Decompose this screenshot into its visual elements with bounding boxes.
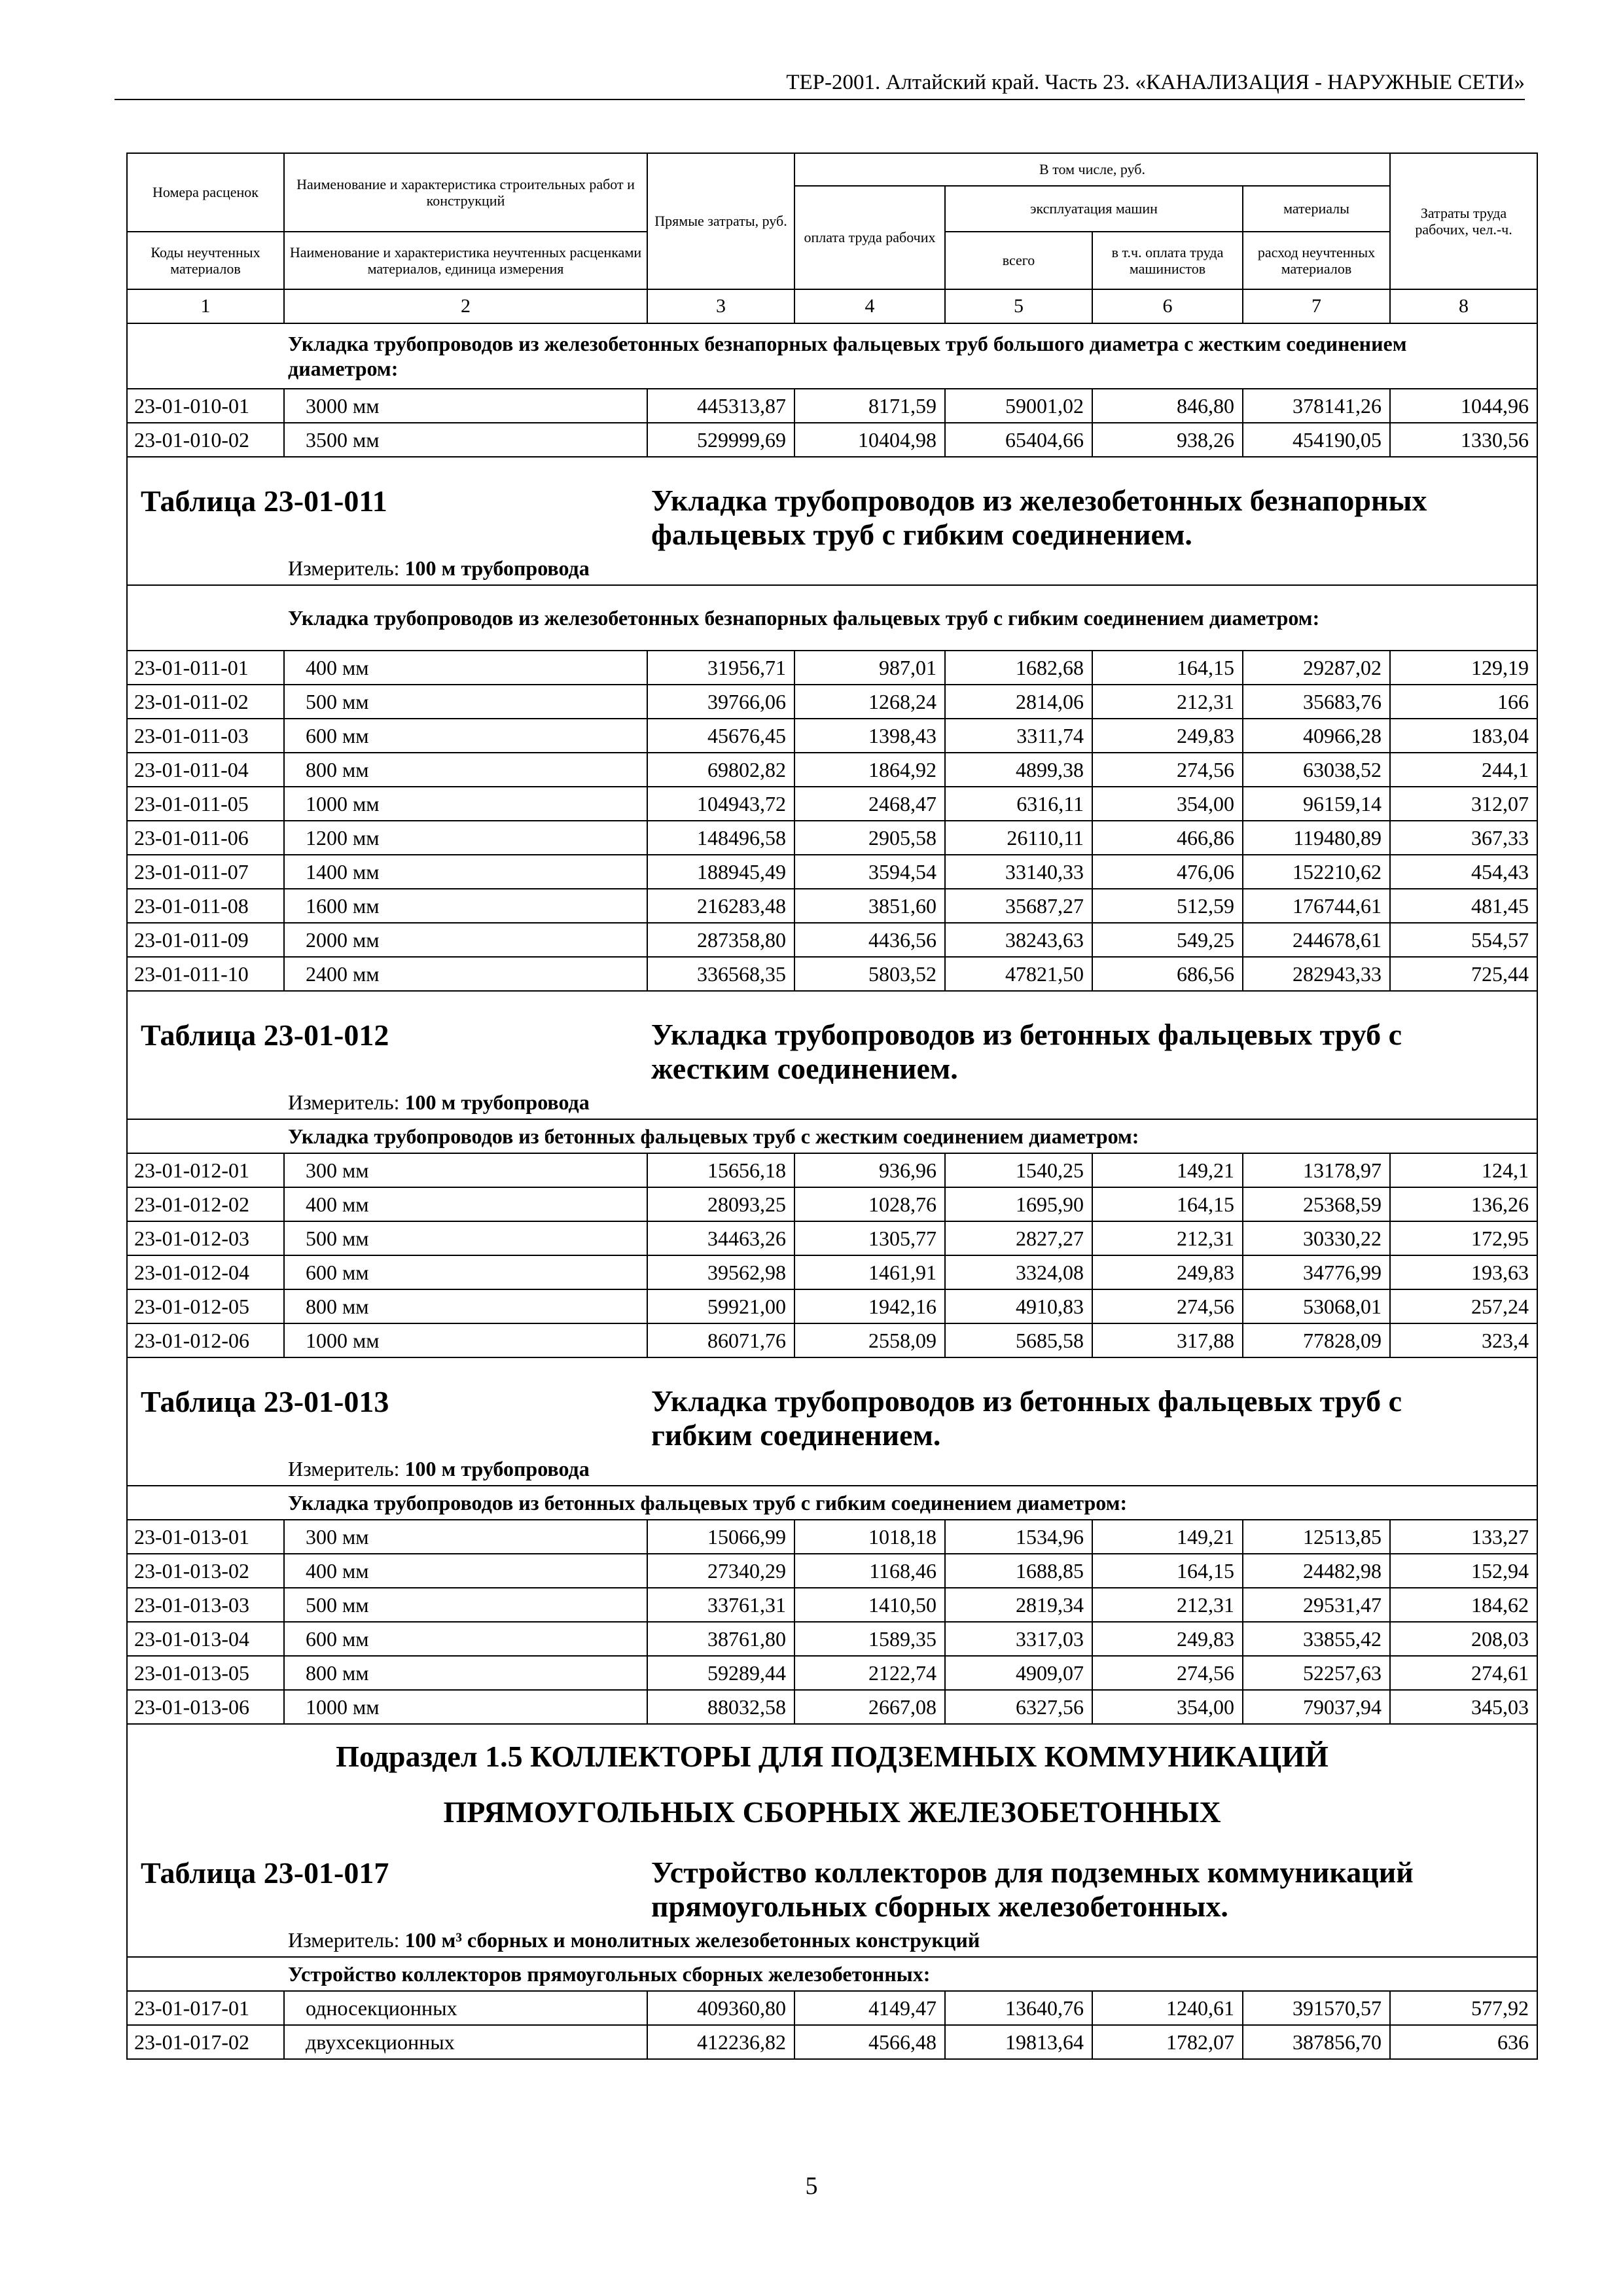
group-heading: Укладка трубопроводов из бетонных фальцевых труб с гибким соединением диаметром: bbox=[127, 1486, 1537, 1520]
col-number: 1 bbox=[127, 289, 284, 323]
col-number: 6 bbox=[1092, 289, 1243, 323]
cell-value: 133,27 bbox=[1390, 1520, 1537, 1554]
cell-value: 79037,94 bbox=[1243, 1690, 1390, 1724]
rate-name: 1600 мм bbox=[284, 889, 647, 923]
rate-name: 3000 мм bbox=[284, 389, 647, 423]
cell-value: 4566,48 bbox=[794, 2025, 945, 2059]
cell-value: 1540,25 bbox=[945, 1153, 1092, 1187]
cell-value: 412236,82 bbox=[647, 2025, 794, 2059]
header-row-1 bbox=[127, 153, 1537, 186]
cell-value: 3594,54 bbox=[794, 855, 945, 889]
cell-value: 39766,06 bbox=[647, 685, 794, 719]
measure-line bbox=[128, 1452, 1537, 1485]
table-heading bbox=[127, 457, 1537, 585]
cell-value: 274,56 bbox=[1092, 1289, 1243, 1323]
cell-value: 1695,90 bbox=[945, 1187, 1092, 1221]
measure-line bbox=[128, 1923, 1537, 1956]
cell-value: 249,83 bbox=[1092, 719, 1243, 753]
cell-value: 152210,62 bbox=[1243, 855, 1390, 889]
cell-value: 1330,56 bbox=[1390, 423, 1537, 457]
cell-value: 2814,06 bbox=[945, 685, 1092, 719]
cell-value: 3324,08 bbox=[945, 1255, 1092, 1289]
cell-value: 149,21 bbox=[1092, 1153, 1243, 1187]
table-title: Устройство коллекторов для подземных коммуникаций прямоугольных сборных железобетонных. bbox=[651, 1856, 1414, 1923]
cell-value: 12513,85 bbox=[1243, 1520, 1390, 1554]
table-row bbox=[127, 423, 1537, 457]
cell-value: 104943,72 bbox=[647, 787, 794, 821]
cell-value: 1589,35 bbox=[794, 1622, 945, 1656]
table-row bbox=[127, 1520, 1537, 1554]
cell-value: 345,03 bbox=[1390, 1690, 1537, 1724]
col-incl-drivers: в т.ч. оплата труда машинистов bbox=[1092, 232, 1243, 289]
col-direct: Прямые затраты, руб. bbox=[647, 153, 794, 289]
rate-name: 300 мм bbox=[284, 1520, 647, 1554]
cell-value: 148496,58 bbox=[647, 821, 794, 855]
table-title: Укладка трубопроводов из бетонных фальцевых труб с гибким соединением. bbox=[651, 1384, 1402, 1452]
col-number: 4 bbox=[794, 289, 945, 323]
col-code-top: Номера расценок bbox=[127, 153, 284, 232]
cell-value: 987,01 bbox=[794, 651, 945, 685]
rate-code: 23-01-013-04 bbox=[127, 1622, 284, 1656]
table-heading bbox=[127, 1724, 1537, 1957]
cell-value: 28093,25 bbox=[647, 1187, 794, 1221]
cell-value: 549,25 bbox=[1092, 923, 1243, 957]
cell-value: 63038,52 bbox=[1243, 753, 1390, 787]
measure-line bbox=[128, 1085, 1537, 1119]
measure-label: Измеритель: bbox=[288, 556, 400, 581]
cell-value: 38761,80 bbox=[647, 1622, 794, 1656]
table-23-01-017 bbox=[127, 1724, 1537, 2059]
rate-code: 23-01-011-07 bbox=[127, 855, 284, 889]
cell-value: 212,31 bbox=[1092, 1588, 1243, 1622]
rate-code: 23-01-012-02 bbox=[127, 1187, 284, 1221]
measure-value: 100 м трубопровода bbox=[404, 556, 590, 581]
table-row bbox=[127, 1255, 1537, 1289]
rate-code: 23-01-011-05 bbox=[127, 787, 284, 821]
rate-code: 23-01-013-02 bbox=[127, 1554, 284, 1588]
cell-value: 1534,96 bbox=[945, 1520, 1092, 1554]
table-row bbox=[127, 1656, 1537, 1690]
table-row bbox=[127, 389, 1537, 423]
rate-code: 23-01-013-05 bbox=[127, 1656, 284, 1690]
col-number: 2 bbox=[284, 289, 647, 323]
rate-code: 23-01-012-05 bbox=[127, 1289, 284, 1323]
cell-value: 1240,61 bbox=[1092, 1991, 1243, 2025]
cell-value: 152,94 bbox=[1390, 1554, 1537, 1588]
cell-value: 19813,64 bbox=[945, 2025, 1092, 2059]
rate-code: 23-01-011-01 bbox=[127, 651, 284, 685]
cell-value: 2122,74 bbox=[794, 1656, 945, 1690]
cell-value: 938,26 bbox=[1092, 423, 1243, 457]
cell-value: 1688,85 bbox=[945, 1554, 1092, 1588]
page-number: 5 bbox=[805, 2172, 818, 2200]
col-number: 8 bbox=[1390, 289, 1537, 323]
table-23-01-012 bbox=[127, 991, 1537, 1357]
rate-code: 23-01-012-01 bbox=[127, 1153, 284, 1187]
cell-value: 476,06 bbox=[1092, 855, 1243, 889]
cell-value: 15656,18 bbox=[647, 1153, 794, 1187]
cell-value: 25368,59 bbox=[1243, 1187, 1390, 1221]
cell-value: 1782,07 bbox=[1092, 2025, 1243, 2059]
running-title: ТЕР-2001. Алтайский край. Часть 23. «КАНАЛИЗАЦИЯ - НАРУЖНЫЕ СЕТИ» bbox=[786, 71, 1525, 94]
cell-value: 164,15 bbox=[1092, 651, 1243, 685]
cell-value: 5803,52 bbox=[794, 957, 945, 991]
col-code-bottom: Коды неучтенных материалов bbox=[127, 232, 284, 289]
rate-code: 23-01-011-09 bbox=[127, 923, 284, 957]
cell-value: 8171,59 bbox=[794, 389, 945, 423]
col-total: всего bbox=[945, 232, 1092, 289]
table-row bbox=[127, 1622, 1537, 1656]
cell-value: 15066,99 bbox=[647, 1520, 794, 1554]
cell-value: 323,4 bbox=[1390, 1323, 1537, 1357]
table-row bbox=[127, 685, 1537, 719]
cell-value: 216283,48 bbox=[647, 889, 794, 923]
measure-label: Измеритель: bbox=[288, 1928, 400, 1952]
rate-name: 400 мм bbox=[284, 651, 647, 685]
cell-value: 391570,57 bbox=[1243, 1991, 1390, 2025]
cell-value: 164,15 bbox=[1092, 1554, 1243, 1588]
measure-value: 100 м³ сборных и монолитных железобетонных конструкций bbox=[404, 1928, 980, 1952]
cell-value: 249,83 bbox=[1092, 1622, 1243, 1656]
col-machines: эксплуатация машин bbox=[945, 186, 1243, 232]
table-row bbox=[127, 821, 1537, 855]
table-23-01-013 bbox=[127, 1357, 1537, 1724]
cell-value: 86071,76 bbox=[647, 1323, 794, 1357]
subsection-line-1: Подраздел 1.5 КОЛЛЕКТОРЫ ДЛЯ ПОДЗЕМНЫХ КОММУНИКАЦИЙ bbox=[336, 1740, 1329, 1774]
cell-value: 30330,22 bbox=[1243, 1221, 1390, 1255]
table-row bbox=[127, 1153, 1537, 1187]
rate-name: 1000 мм bbox=[284, 1690, 647, 1724]
cell-value: 29531,47 bbox=[1243, 1588, 1390, 1622]
cell-value: 33761,31 bbox=[647, 1588, 794, 1622]
rate-name: 600 мм bbox=[284, 1255, 647, 1289]
rate-code: 23-01-011-03 bbox=[127, 719, 284, 753]
rate-code: 23-01-010-02 bbox=[127, 423, 284, 457]
table-number: Таблица 23-01-017 bbox=[141, 1856, 389, 1890]
table-row bbox=[127, 2025, 1537, 2059]
rate-name: 1400 мм bbox=[284, 855, 647, 889]
cell-value: 77828,09 bbox=[1243, 1323, 1390, 1357]
col-number: 3 bbox=[647, 289, 794, 323]
cell-value: 26110,11 bbox=[945, 821, 1092, 855]
column-number-row bbox=[127, 289, 1537, 323]
cell-value: 4910,83 bbox=[945, 1289, 1092, 1323]
cell-value: 387856,70 bbox=[1243, 2025, 1390, 2059]
col-workers: оплата труда рабочих bbox=[794, 186, 945, 289]
table-number: Таблица 23-01-011 bbox=[141, 484, 387, 518]
cell-value: 13178,97 bbox=[1243, 1153, 1390, 1187]
cell-value: 1268,24 bbox=[794, 685, 945, 719]
cell-value: 2558,09 bbox=[794, 1323, 945, 1357]
subsection-title bbox=[128, 1725, 1537, 1840]
cell-value: 466,86 bbox=[1092, 821, 1243, 855]
cell-value: 312,07 bbox=[1390, 787, 1537, 821]
cell-value: 59001,02 bbox=[945, 389, 1092, 423]
col-incl: В том числе, руб. bbox=[794, 153, 1390, 186]
rate-name: 500 мм bbox=[284, 685, 647, 719]
col-materials: материалы bbox=[1243, 186, 1390, 232]
cell-value: 1682,68 bbox=[945, 651, 1092, 685]
table-row bbox=[127, 957, 1537, 991]
cell-value: 119480,89 bbox=[1243, 821, 1390, 855]
rate-name: 2400 мм bbox=[284, 957, 647, 991]
cell-value: 2905,58 bbox=[794, 821, 945, 855]
rate-name: 500 мм bbox=[284, 1588, 647, 1622]
table-row bbox=[127, 1991, 1537, 2025]
rate-code: 23-01-011-04 bbox=[127, 753, 284, 787]
measure-label: Измеритель: bbox=[288, 1457, 400, 1481]
cell-value: 445313,87 bbox=[647, 389, 794, 423]
table-row bbox=[127, 889, 1537, 923]
cell-value: 34776,99 bbox=[1243, 1255, 1390, 1289]
cell-value: 59921,00 bbox=[647, 1289, 794, 1323]
cell-value: 69802,82 bbox=[647, 753, 794, 787]
rate-name: 600 мм bbox=[284, 719, 647, 753]
col-number: 7 bbox=[1243, 289, 1390, 323]
cell-value: 529999,69 bbox=[647, 423, 794, 457]
cell-value: 317,88 bbox=[1092, 1323, 1243, 1357]
cell-value: 1942,16 bbox=[794, 1289, 945, 1323]
rate-code: 23-01-013-01 bbox=[127, 1520, 284, 1554]
cell-value: 29287,02 bbox=[1243, 651, 1390, 685]
cell-value: 481,45 bbox=[1390, 889, 1537, 923]
measure-value: 100 м трубопровода bbox=[404, 1090, 590, 1115]
cell-value: 4909,07 bbox=[945, 1656, 1092, 1690]
rate-name: 1000 мм bbox=[284, 787, 647, 821]
cell-value: 212,31 bbox=[1092, 1221, 1243, 1255]
cell-value: 13640,76 bbox=[945, 1991, 1092, 2025]
cell-value: 1018,18 bbox=[794, 1520, 945, 1554]
cell-value: 2827,27 bbox=[945, 1221, 1092, 1255]
cell-value: 4436,56 bbox=[794, 923, 945, 957]
cell-value: 183,04 bbox=[1390, 719, 1537, 753]
cell-value: 31956,71 bbox=[647, 651, 794, 685]
cell-value: 129,19 bbox=[1390, 651, 1537, 685]
cell-value: 274,61 bbox=[1390, 1656, 1537, 1690]
cell-value: 35683,76 bbox=[1243, 685, 1390, 719]
cell-value: 96159,14 bbox=[1243, 787, 1390, 821]
cell-value: 6316,11 bbox=[945, 787, 1092, 821]
rate-name: 1000 мм bbox=[284, 1323, 647, 1357]
cell-value: 39562,98 bbox=[647, 1255, 794, 1289]
table-row bbox=[127, 923, 1537, 957]
cell-value: 1168,46 bbox=[794, 1554, 945, 1588]
rate-name: 600 мм bbox=[284, 1622, 647, 1656]
cell-value: 27340,29 bbox=[647, 1554, 794, 1588]
group-heading: Укладка трубопроводов из бетонных фальцевых труб с жестким соединением диаметром: bbox=[127, 1119, 1537, 1153]
col-labor: Затраты труда рабочих, чел.-ч. bbox=[1390, 153, 1537, 289]
cell-value: 577,92 bbox=[1390, 1991, 1537, 2025]
table-number: Таблица 23-01-012 bbox=[141, 1018, 389, 1052]
rate-code: 23-01-011-06 bbox=[127, 821, 284, 855]
cell-value: 65404,66 bbox=[945, 423, 1092, 457]
table-row bbox=[127, 1221, 1537, 1255]
cell-value: 188945,49 bbox=[647, 855, 794, 889]
cell-value: 2468,47 bbox=[794, 787, 945, 821]
rate-code: 23-01-012-06 bbox=[127, 1323, 284, 1357]
cell-value: 367,33 bbox=[1390, 821, 1537, 855]
cell-value: 149,21 bbox=[1092, 1520, 1243, 1554]
cell-value: 287358,80 bbox=[647, 923, 794, 957]
cell-value: 354,00 bbox=[1092, 1690, 1243, 1724]
cell-value: 354,00 bbox=[1092, 787, 1243, 821]
rate-code: 23-01-017-02 bbox=[127, 2025, 284, 2059]
measure-value: 100 м трубопровода bbox=[404, 1457, 590, 1481]
rate-name: односекционных bbox=[284, 1991, 647, 2025]
cell-value: 1398,43 bbox=[794, 719, 945, 753]
cell-value: 88032,58 bbox=[647, 1690, 794, 1724]
rate-code: 23-01-011-10 bbox=[127, 957, 284, 991]
cell-value: 936,96 bbox=[794, 1153, 945, 1187]
rate-name: 2000 мм bbox=[284, 923, 647, 957]
table-title: Укладка трубопроводов из железобетонных безнапорных фальцевых труб с гибким соединением. bbox=[651, 484, 1427, 551]
table-row bbox=[127, 1690, 1537, 1724]
cell-value: 193,63 bbox=[1390, 1255, 1537, 1289]
cell-value: 10404,98 bbox=[794, 423, 945, 457]
cell-value: 244678,61 bbox=[1243, 923, 1390, 957]
table-row bbox=[127, 753, 1537, 787]
cell-value: 164,15 bbox=[1092, 1187, 1243, 1221]
table-row bbox=[127, 719, 1537, 753]
table-row bbox=[127, 1323, 1537, 1357]
cell-value: 725,44 bbox=[1390, 957, 1537, 991]
col-number: 5 bbox=[945, 289, 1092, 323]
cell-value: 6327,56 bbox=[945, 1690, 1092, 1724]
table-row bbox=[127, 1187, 1537, 1221]
cell-value: 24482,98 bbox=[1243, 1554, 1390, 1588]
cell-value: 636 bbox=[1390, 2025, 1537, 2059]
rate-name: 800 мм bbox=[284, 1656, 647, 1690]
price-table bbox=[126, 152, 1538, 2060]
cell-value: 172,95 bbox=[1390, 1221, 1537, 1255]
cell-value: 59289,44 bbox=[647, 1656, 794, 1690]
cell-value: 336568,35 bbox=[647, 957, 794, 991]
rate-name: 800 мм bbox=[284, 753, 647, 787]
table-row bbox=[127, 787, 1537, 821]
rate-code: 23-01-010-01 bbox=[127, 389, 284, 423]
cell-value: 274,56 bbox=[1092, 1656, 1243, 1690]
table-number: Таблица 23-01-013 bbox=[141, 1385, 389, 1419]
rate-code: 23-01-012-03 bbox=[127, 1221, 284, 1255]
cell-value: 184,62 bbox=[1390, 1588, 1537, 1622]
cell-value: 33140,33 bbox=[945, 855, 1092, 889]
measure-label: Измеритель: bbox=[288, 1090, 400, 1115]
cell-value: 1410,50 bbox=[794, 1588, 945, 1622]
cell-value: 409360,80 bbox=[647, 1991, 794, 2025]
cell-value: 176744,61 bbox=[1243, 889, 1390, 923]
table-title: Укладка трубопроводов из бетонных фальцевых труб с жестким соединением. bbox=[651, 1018, 1402, 1085]
cell-value: 52257,63 bbox=[1243, 1656, 1390, 1690]
cell-value: 40966,28 bbox=[1243, 719, 1390, 753]
rate-name: 3500 мм bbox=[284, 423, 647, 457]
cell-value: 124,1 bbox=[1390, 1153, 1537, 1187]
rate-code: 23-01-012-04 bbox=[127, 1255, 284, 1289]
cell-value: 34463,26 bbox=[647, 1221, 794, 1255]
table-row bbox=[127, 1588, 1537, 1622]
cell-value: 45676,45 bbox=[647, 719, 794, 753]
table-row bbox=[127, 855, 1537, 889]
cell-value: 1305,77 bbox=[794, 1221, 945, 1255]
rate-name: 500 мм bbox=[284, 1221, 647, 1255]
cell-value: 212,31 bbox=[1092, 685, 1243, 719]
col-unaccounted: расход неучтенных материалов bbox=[1243, 232, 1390, 289]
group-heading: Устройство коллекторов прямоугольных сборных железобетонных: bbox=[127, 1957, 1537, 1991]
table-row bbox=[127, 1289, 1537, 1323]
rate-name: 1200 мм bbox=[284, 821, 647, 855]
cell-value: 4149,47 bbox=[794, 1991, 945, 2025]
cell-value: 4899,38 bbox=[945, 753, 1092, 787]
cell-value: 1864,92 bbox=[794, 753, 945, 787]
cell-value: 1044,96 bbox=[1390, 389, 1537, 423]
cell-value: 274,56 bbox=[1092, 753, 1243, 787]
rate-code: 23-01-013-03 bbox=[127, 1588, 284, 1622]
rate-name: 800 мм bbox=[284, 1289, 647, 1323]
cell-value: 47821,50 bbox=[945, 957, 1092, 991]
rate-code: 23-01-011-02 bbox=[127, 685, 284, 719]
table-23-01-010 bbox=[127, 323, 1537, 457]
rate-code: 23-01-017-01 bbox=[127, 1991, 284, 2025]
table-heading bbox=[127, 1357, 1537, 1486]
col-name-bottom: Наименование и характеристика неучтенных расценками материалов, единица измерения bbox=[284, 232, 647, 289]
cell-value: 454,43 bbox=[1390, 855, 1537, 889]
cell-value: 378141,26 bbox=[1243, 389, 1390, 423]
cell-value: 208,03 bbox=[1390, 1622, 1537, 1656]
table-row bbox=[127, 651, 1537, 685]
cell-value: 2667,08 bbox=[794, 1690, 945, 1724]
col-name-top: Наименование и характеристика строительных работ и конструкций bbox=[284, 153, 647, 232]
measure-line bbox=[128, 551, 1537, 584]
cell-value: 35687,27 bbox=[945, 889, 1092, 923]
group-heading: Укладка трубопроводов из железобетонных безнапорных фальцевых труб с гибким соединением диаметром: bbox=[127, 585, 1537, 651]
rate-name: двухсекционных bbox=[284, 2025, 647, 2059]
cell-value: 136,26 bbox=[1390, 1187, 1537, 1221]
table-heading bbox=[127, 991, 1537, 1119]
cell-value: 5685,58 bbox=[945, 1323, 1092, 1357]
cell-value: 257,24 bbox=[1390, 1289, 1537, 1323]
rate-name: 300 мм bbox=[284, 1153, 647, 1187]
cell-value: 2819,34 bbox=[945, 1588, 1092, 1622]
rate-code: 23-01-013-06 bbox=[127, 1690, 284, 1724]
cell-value: 166 bbox=[1390, 685, 1537, 719]
cell-value: 1461,91 bbox=[794, 1255, 945, 1289]
cell-value: 33855,42 bbox=[1243, 1622, 1390, 1656]
group-heading: Укладка трубопроводов из железобетонных безнапорных фальцевых труб большого диаметра с жестким соединением диаметром: bbox=[127, 323, 1537, 389]
cell-value: 3317,03 bbox=[945, 1622, 1092, 1656]
table-row bbox=[127, 1554, 1537, 1588]
running-header bbox=[115, 71, 1525, 100]
cell-value: 38243,63 bbox=[945, 923, 1092, 957]
cell-value: 249,83 bbox=[1092, 1255, 1243, 1289]
rate-name: 400 мм bbox=[284, 1554, 647, 1588]
cell-value: 3311,74 bbox=[945, 719, 1092, 753]
cell-value: 244,1 bbox=[1390, 753, 1537, 787]
cell-value: 282943,33 bbox=[1243, 957, 1390, 991]
cell-value: 454190,05 bbox=[1243, 423, 1390, 457]
rate-name: 400 мм bbox=[284, 1187, 647, 1221]
cell-value: 846,80 bbox=[1092, 389, 1243, 423]
subsection-line-2: ПРЯМОУГОЛЬНЫХ СБОРНЫХ ЖЕЛЕЗОБЕТОННЫХ bbox=[443, 1795, 1221, 1829]
rate-code: 23-01-011-08 bbox=[127, 889, 284, 923]
cell-value: 686,56 bbox=[1092, 957, 1243, 991]
cell-value: 554,57 bbox=[1390, 923, 1537, 957]
cell-value: 3851,60 bbox=[794, 889, 945, 923]
cell-value: 1028,76 bbox=[794, 1187, 945, 1221]
cell-value: 53068,01 bbox=[1243, 1289, 1390, 1323]
table-23-01-011 bbox=[127, 457, 1537, 991]
cell-value: 512,59 bbox=[1092, 889, 1243, 923]
